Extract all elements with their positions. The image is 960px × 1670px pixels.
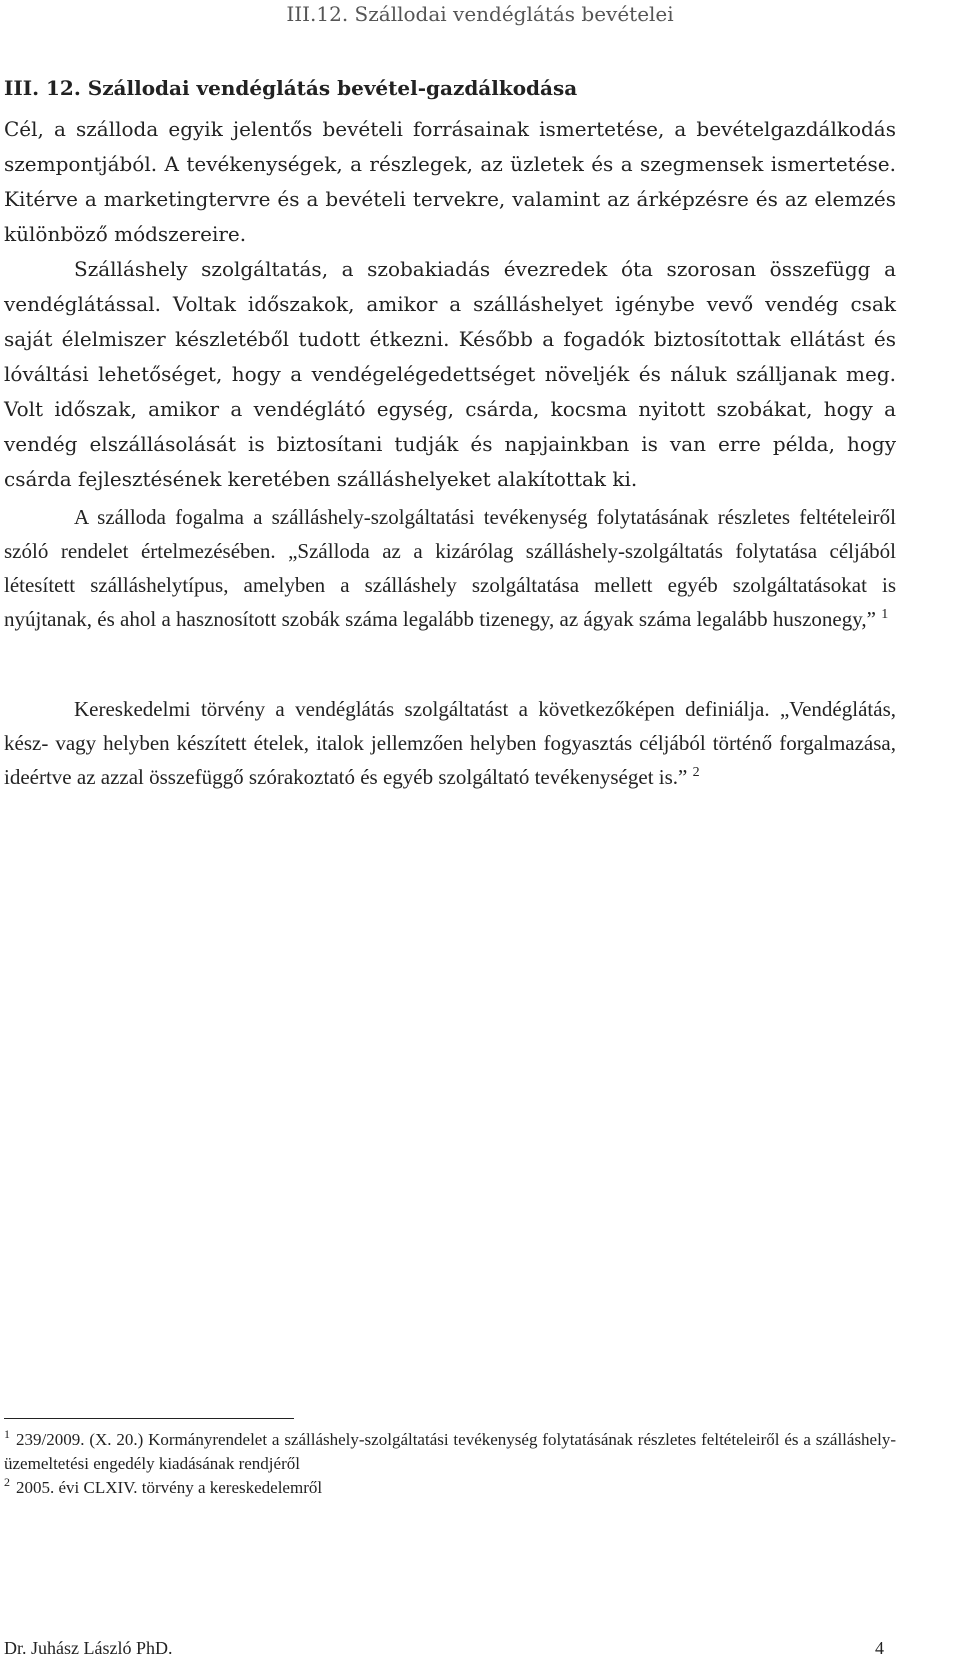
hotel-definition-paragraph	[4, 500, 896, 636]
footnote-number: 1	[4, 1427, 10, 1442]
trade-definition-text: Kereskedelmi törvény a vendéglátás szolgáltatást a következőképen definiálja. „Vendéglátás, kész- vagy helyben készített ételek, italok jellemzően helyben fogyasztás céljából történő forgalmazása, ideértve az azzal összefüggő szórakoztató és egyéb szolgáltató tevékenységet is.”	[4, 697, 896, 789]
footnote-2	[4, 1476, 896, 1500]
hotel-definition-text: A szálloda fogalma a szálláshely-szolgáltatási tevékenység folytatásának részletes feltételeiről szóló rendelet értelmezésében. „Szálloda az a kizárólag szálláshely-szolgáltatás folytatása céljából létesített szálláshelytípus, amelyben a szálláshely szolgáltatása mellett egyéb szolgáltatásokat is nyújtanak, és ahol a hasznosított szobák száma legalább tizenegy, az ágyak száma legalább huszonegy,”	[4, 505, 896, 631]
intro-paragraph	[4, 112, 896, 497]
footnote-number: 2	[4, 1475, 10, 1490]
page-number: 4	[875, 1638, 884, 1658]
footnote-text: 239/2009. (X. 20.) Kormányrendelet a szálláshely-szolgáltatási tevékenység folytatásának részletes feltételeiről és a szálláshely-üzemeltetési engedély kiadásának rendjéről	[4, 1430, 896, 1473]
footnote-ref-1[interactable]: 1	[881, 607, 889, 622]
footnote-text: 2005. évi CLXIV. törvény a kereskedelemről	[16, 1478, 323, 1497]
footnote-1	[4, 1428, 896, 1476]
footnotes	[4, 1428, 896, 1500]
footer-author: Dr. Juhász László PhD.	[4, 1638, 173, 1658]
running-header: III.12. Szállodai vendéglátás bevételei	[286, 2, 674, 26]
footnote-ref-2[interactable]: 2	[692, 765, 700, 780]
section-title: III. 12. Szállodai vendéglátás bevétel-gazdálkodása	[4, 76, 578, 100]
aim-text: Cél, a szálloda egyik jelentős bevételi forrásainak ismertetése, a bevételgazdálkodás szempontjából. A tevékenységek, a részlegek, az üzletek és a szegmensek ismertetése. Kitérve a marketingtervre és a bevételi tervekre, valamint az árképzésre és az elemzés különböző módszereire.	[4, 117, 896, 246]
footnote-divider	[4, 1418, 294, 1419]
trade-definition-paragraph	[4, 692, 896, 794]
history-text: Szálláshely szolgáltatás, a szobakiadás évezredek óta szorosan összefügg a vendéglátással. Voltak időszakok, amikor a szálláshelyet igénybe vevő vendég csak saját élelmiszer készletéből tudott étkezni. Később a fogadók biztosítottak ellátást és lóváltási lehetőséget, hogy a vendégelégedettséget növeljék és náluk szálljanak meg. Volt időszak, amikor a vendéglátó egység, csárda, kocsma nyitott szobákat, hogy a vendég elszállásolását is biztosítani tudják és napjainkban is van erre példa, hogy csárda fejlesztésének keretében szálláshelyeket alakítottak ki.	[4, 257, 896, 491]
